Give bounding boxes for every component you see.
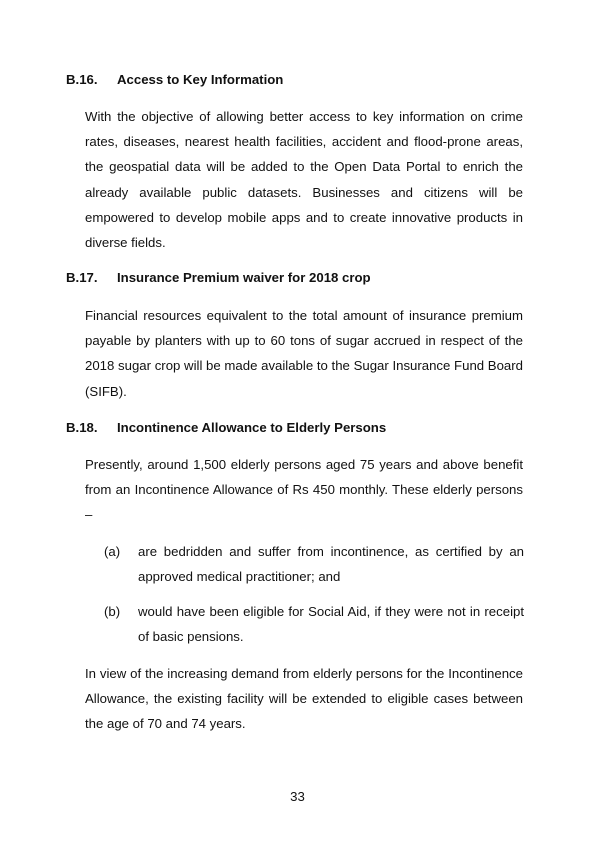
- list-item-label: (a): [104, 544, 121, 559]
- section-number: B.17.: [66, 270, 98, 285]
- list-item: [104, 539, 524, 589]
- section-closing-paragraph: In view of the increasing demand from elderly persons for the Incontinence Allowance, the existing facility will be extended to eligible cases between the age of 70 and 74 years.: [85, 666, 523, 732]
- section-number: B.16.: [66, 72, 98, 87]
- section-title: Insurance Premium waiver for 2018 crop: [117, 270, 371, 285]
- section-heading-b16: [66, 72, 283, 88]
- section-heading-b17: [66, 270, 371, 286]
- section-number: B.18.: [66, 420, 98, 435]
- list-item-label: (b): [104, 604, 121, 619]
- section-title: Incontinence Allowance to Elderly Persons: [117, 420, 387, 435]
- section-heading-b18: [66, 420, 386, 436]
- list-item-text: would have been eligible for Social Aid, if they were not in receipt of basic pensions.: [138, 604, 524, 645]
- list-item: [104, 599, 524, 649]
- page-number: 33: [290, 789, 305, 804]
- section-paragraph: Financial resources equivalent to the total amount of insurance premium payable by planters with up to 60 tons of sugar accrued in respect of the 2018 sugar crop will be made available to the Sugar Insurance Fund Board (SIFB).: [85, 308, 523, 399]
- list-item-text: are bedridden and suffer from incontinence, as certified by an approved medical practitioner; and: [138, 544, 524, 585]
- section-title: Access to Key Information: [117, 72, 284, 87]
- section-intro-paragraph: Presently, around 1,500 elderly persons aged 75 years and above benefit from an Incontinence Allowance of Rs 450 monthly. These elderly persons –: [85, 457, 523, 523]
- section-paragraph: With the objective of allowing better access to key information on crime rates, diseases, nearest health facilities, accident and flood-prone areas, the geospatial data will be added to the Open Data Portal to enrich the already available public datasets. Businesses and citizens will be empowered to develop mobile apps and to create innovative products in diverse fields.: [85, 109, 523, 251]
